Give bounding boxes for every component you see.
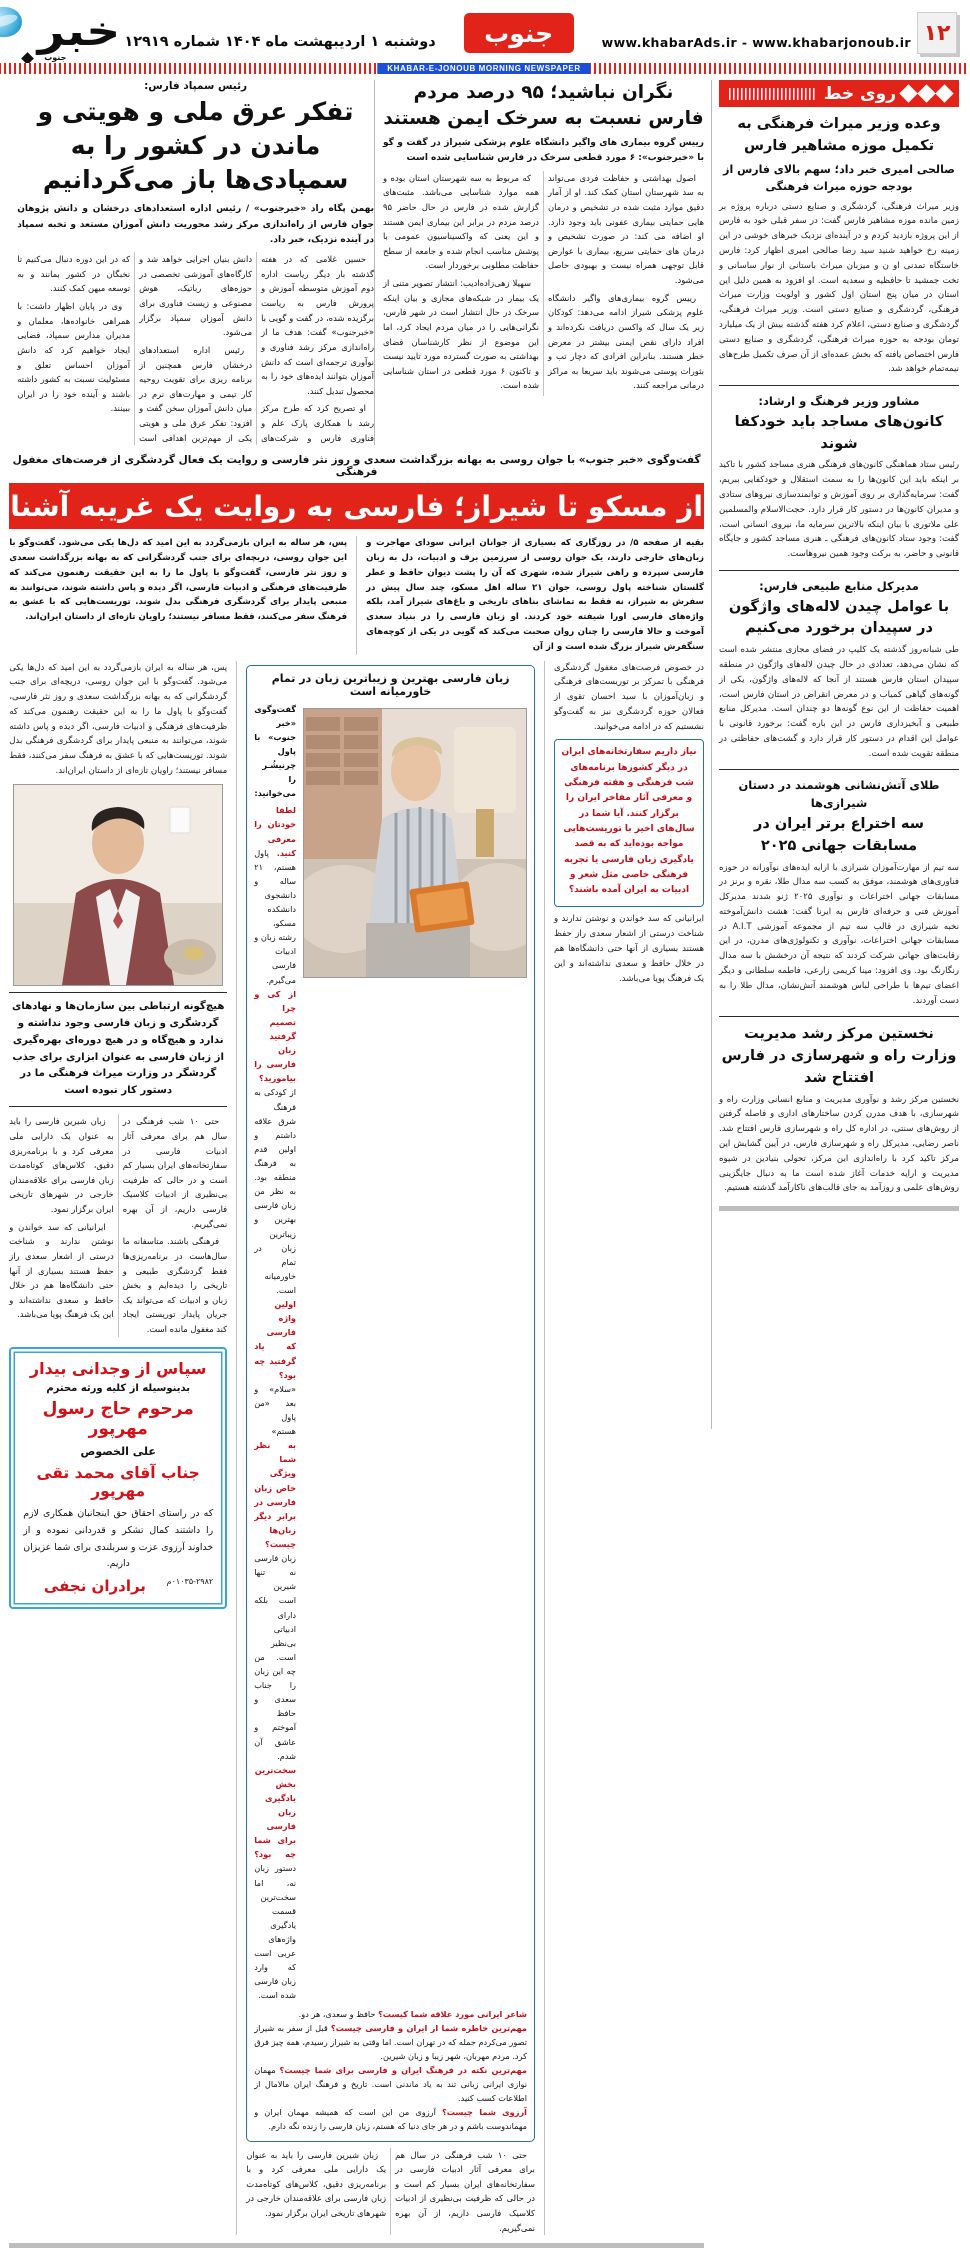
rail-end-bar	[720, 1206, 960, 1211]
qa-question: شاعر ایرانی مورد علاقه شما کیست؟	[379, 2008, 528, 2019]
interview-qa-item	[255, 2063, 528, 2105]
sampad-overline: رئیس سمپاد فارس:	[145, 80, 249, 92]
paragraph: ایرانیانی که سد خواندن و نوشتن ندارند و شناخت درستی از اشعار سعدی راز حفظ هستند بسیاری از آنها حتی دانشگاه‌ها هم در خلال حافظ و سعدی نداشته‌اند و این یک فرهنگ پویا می‌باشد.	[10, 1221, 115, 1320]
sampad-body	[18, 252, 375, 445]
english-nameplate-strip	[0, 63, 970, 74]
feature-left-intro: پس، هر ساله به ایران بازمی‌گردد به این امید که دل‌ها یکی می‌شود. گفت‌وگو با این جوان روسی، دریچه‌ای برای جنب گردشگرانی که به بهانه بزرگداشت سعدی و روز نثر فارسی، گفت‌وگو با پاول ما را به این حقیقت رهنمون می‌کند که ظرفیت‌های فرهنگی و ادبیات فارسی، اگر دیده و پاس داشته شوند، می‌توانند به منبعی پایدار برای گردشگری فرهنگی بدل شوند. توریست‌هایی که با عشق به فرهنگ سفر می‌کنند، فقط مسافر نیستند؛ راویان تازه‌ای از داستان ایران‌اند.	[10, 662, 229, 776]
feature-kicker: گفت‌وگوی «خبر جنوب» با جوان روسی به بهانه بزرگداشت سعدی و روز نثر فارسی و روایت یک فعال گردشگری از فرصت‌های مغفول فرهنگی	[13, 454, 702, 479]
rail-body: وزیر میراث فرهنگی، گردشگری و صنایع دستی درباره پروژه بر زمین مانده موزه مشاهیر فارس گفت: در سفر قبلی خود به فارس از این پروژه بازدید کردم و در آینده‌ای نزدیک خبرهای خوشی در این زمینه رخ خواهید شنید سید رضا صالحی امیری اظهار کرد: فارس خاستگاه تمدنی او ن و میزبان میراث باستانی از نوار ساسانی و تخت جمشید تا حافظیه و سعدیه است. او افزود به همین دلیل این استان در میان پنج استان اول کشور و اولویت وزارت میراث فرهنگی، گردشگری و صنایع دستی است. وزیر میراث فرهنگی، گردشگری و صنایع دستی، اعلام کرد هفته گذشته بیش از یک میلیارد تومان بودجه به حوزه میراث فرهنگی، گردشگری و صنایع دستی فارس اختصاص یافته که بخش عمده‌ای از آن صرف تکمیل طرح‌های نیمه‌تمام خواهد شد.	[720, 201, 960, 375]
memorial-deceased-name: مرحوم حاج رسول مهرپور	[43, 1398, 195, 1439]
top-stories-row	[10, 80, 705, 445]
paragraph: اصول بهداشتی و حفاظت فردی می‌تواند به سد شهرستان استان کمک کند. او از آمار دقیق موارد مثبت شده در تشخیص و درمان هایی حمایتی بیماری عفونی باید وجود دارد. او اضافه می کند: در صورت تشخیص و درمان های حمایتی سریع، بیماری با عوارض قابل توجهی همراه نیست و بهبودی حاصل می‌شود.	[549, 172, 705, 285]
photo-illustration	[15, 785, 223, 985]
section-badge: جنوب	[465, 13, 575, 53]
qa-question: سخت‌ترین بخش یادگیری زبان فارسی برای شما چه بود؟	[255, 1764, 297, 1860]
main-column	[3, 80, 712, 2233]
rail-divider	[720, 570, 960, 571]
memorial-honoree-name: جناب آقای محمد تقی مهرپور	[37, 1463, 201, 1500]
interview-qa-item	[255, 2007, 528, 2021]
pull-quote: هیچ‌گونه ارتباطی بین سازمان‌ها و نهادهای گردشگری و زبان فارسی وجود نداشته و ندارد و هیچ‌گاه و در هیچ دوره‌ای بهره‌گیری از زبان فارسی به عنوان ابزاری برای جذب گردشگر در وزارت میراث فرهنگی ما در دستور کار نبوده است	[10, 992, 228, 1108]
qa-answer: از کودکی به فرهنگ شرق علاقه داشتم و اولین قدم به فرهنگ منطقه بود. به نظر من زبان فارسی بهترین و زیباترین زبان در تمام خاورمیانه است.	[255, 1087, 297, 1295]
feature-col-center	[247, 661, 536, 2236]
interview-qa-item	[255, 987, 297, 1297]
health-subhead: رییس گروه بیماری های واگیر دانشگاه علوم پزشکی شیراز در گفت و گو با «خبرجنوب»: ۶ مورد قطعی سرخک در فارس شناسایی شده است	[384, 138, 705, 164]
qa-question: مهم‌ترین نکته در فرهنگ ایران و فارسی برای شما چیست؟	[280, 2065, 528, 2076]
newspaper-logo	[0, 5, 119, 61]
interview-intro: گفت‌وگوی «خبر جنوب» با پاول چرنیشُـر را می‌خوانید:	[255, 703, 297, 799]
masthead	[0, 0, 970, 62]
paragraph: وی در پایان اظهار داشت: با همراهی خانواده‌ها، معلمان و مدیران مدارس سمپاد، فضایی ایجاد خواهیم کرد که دانش آموزان احساس تعلق و مسئولیت نسبت به کشور داشته باشند و آینده خود را در ایران ببینند.	[18, 301, 132, 414]
story-sampad	[10, 80, 375, 445]
feature-col-left	[10, 661, 238, 2236]
rooykhat-section-header	[720, 80, 960, 107]
memorial-text: که در راستای احقاق حق اینجانبان همکاری لازم را داشتند کمال تشکر و قدردانی نموده و از خداوند آرزوی عزت و سربلندی برای شما عزیزان داریم.	[24, 1507, 215, 1570]
feature-col-right	[545, 661, 705, 2236]
rail-body: طی شبانه‌روز گذشته یک کلیپ در فضای مجازی منتشر شده است که نشان می‌دهد، تعدادی در حال چیدن لاله‌های واژگون در منطقه سپیدان استان فارس هستند از آنجا که لاله‌های واژگون، یکی از گونه‌های گیاهی کمیاب و در معرض انقراض در استان فارس است، اهمیت حفاظت از این نوع گونه‌ها دو چندان است. مدیرکل منابع طبیعی و آبخیزداری فارس در این باره گفت: برخورد قانونی با عوامل این اقدام در دستور کار قرار دارد و گشت‌های حفاظتی در منطقه تقویت شده است.	[720, 645, 960, 759]
rail-body: نخستین مرکز رشد و نوآوری مدیریت و منابع انسانی وزارت راه و شهرسازی، با هدف مدرن کردن ساختارهای اداری و فاصله گرفتن از روش‌های سنتی، در اداره کل راه و شهرسازی فارس افتتاح شد. ناصر رضایی، مدیرکل راه و شهرسازی فارس، در آیین گشایش این مرکز تاکید کرد با راه‌اندازی این مرکز، تحولی بنیادین در شیوه مدیریت و ارایه خدمات آغاز شده است ما به دنبال جایگزینی روش‌های علمی و روزآمد به جای قالب‌های ناکارآمد گذشته هستیم.	[720, 1094, 960, 1194]
interview-qa-item	[255, 2021, 528, 2063]
page-number: ۱۲	[918, 12, 958, 54]
interview-box	[247, 665, 536, 2142]
qa-answer: «سلام» و بعد «من پاول هستم»	[255, 1383, 297, 1437]
rail-divider	[720, 769, 960, 770]
sampad-headline: تفکر عرق ملی و هویتی و ماندن در کشور را به سمپادی‌ها باز می‌گردانیم	[38, 97, 355, 194]
qa-answer: آرزوی من این است که همیشه مهمان ایران و مهماندوست باشم و در هر جای دنیا که هستم، زبان فارسی را زنده نگه دارم.	[255, 2107, 528, 2132]
qa-question: از کی و چرا تصمیم گرفتید زبان فارسی را بیاموزید؟	[255, 988, 297, 1084]
rooykhat-label: روی خط	[824, 83, 897, 104]
website-urls[interactable]: www.khabarAds.ir - www.khabarjonoub.ir	[602, 34, 912, 50]
rail-headline: با عوامل چیدن لاله‌های واژگون در سپیدان برخورد می‌کنیم	[729, 598, 951, 637]
qa-answer: مهمان نوازی ایرانی زبانی تند به یاد ماندنی است. تاریخ و فرهنگ ایران مالامال از اطلاعات کسب کنید.	[255, 2065, 528, 2104]
diamond-icons	[903, 87, 952, 100]
rail-body: رئیس ستاد هماهنگی کانون‌های فرهنگی هنری مساجد کشور با تاکید بر اینکه باید این کانون‌ها را به سمت استقلال و خودکفایی ببریم، گفت: سرمایه‌گذاری بر روی آموزش و توانمندسازی نیروهای ستادی و مدیران کانون‌ها در دستور کار قرار دارد. حجت‌الاسلام والمسلمین علی ملاتوری با بیان اینکه بالاترین سرمایه ما، نیروی انسانی است، گفت: وجود ستاد کانون‌های فرهنگی ـ هنری مساجد کشور و جایگاه قانونی و حاضر، به برکت وجود همین نیروهاست.	[720, 460, 960, 560]
feature-col-right-body: در خصوص فرصت‌های مغفول گردشگری فرهنگی با تمرکز بر توریست‌های فرهنگی و زبان‌آموزان با سید احسان تقوی از فعالان حوزه گردشگری نیز به گفت‌وگو نشستیم که در ادامه می‌خوانید.	[555, 662, 705, 732]
feature-lead-left: پس، هر ساله به ایران بازمی‌گردد به این امید که دل‌ها یکی می‌شود. گفت‌وگو با این جوان روسی، دریچه‌ای برای جنب گردشگرانی که به بهانه بزرگداشت سعدی و روز نثر فارسی، گفت‌وگو با پاول ما را به این حقیقت رهنمون می‌کند که ظرفیت‌های فرهنگی و ادبیات فارسی، اگر دیده و پاس داشته شوند، می‌توانند به منبعی پایدار برای گردشگری فرهنگی بدل شوند. توریست‌هایی که با عشق به فرهنگ سفر می‌کنند، فقط مسافر نیستند؛ راویان تازه‌ای از داستان ایران‌اند.	[10, 538, 349, 623]
feature-lead	[10, 536, 705, 654]
interview-qa-item	[255, 803, 297, 986]
english-title: KHABAR-E-JONOUB MORNING NEWSPAPER	[378, 63, 591, 74]
feature-left-body	[10, 1114, 228, 1336]
paragraph: زبان شیرین فارسی را باید به عنوان یک دارایی ملی معرفی کرد و با برنامه‌ریزی دقیق، کلاس‌های کوتاه‌مدت زبان فارسی برای علاقه‌مندان خارجی در شهرهای تاریخی ایران برگزار نمود.	[10, 1116, 115, 1215]
health-headline: نگران نباشید؛ ۹۵ درصد مردم فارس نسبت به سرخک ایمن هستند	[384, 82, 705, 129]
qa-answer: حافظ و سعدی، هر دو.	[299, 2008, 377, 2019]
interview-qa-item	[255, 1297, 297, 1438]
rail-kicker: مشاور وزیر فرهنگ و ارشاد:	[759, 394, 921, 409]
rail-kicker: مدیرکل منابع طبیعی فارس:	[760, 578, 920, 593]
feature-main-region	[10, 661, 705, 2236]
qa-question: اولین واژه فارسی که یاد گرفتید چه بود؟	[255, 1299, 297, 1380]
rail-divider	[720, 385, 960, 386]
paragraph: او تصریح کرد که طرح مرکز رشد با همکاری پارک علم و فناوری فارس و شرکت‌های دانش بنیان اجرایی خواهد شد و کارگاه‌های آموزشی تخصصی در حوزه‌های رباتیک، هوش مصنوعی و زیست فناوری برای دانش آموزان سمپاد برگزار می‌شود.	[140, 254, 375, 443]
rail-headline: نخستین مرکز رشد مدیریت وزارت راه و شهرسازی در فارس افتتاح شد	[722, 1026, 958, 1086]
paragraph: رئیس اداره استعدادهای درخشان فارس همچنین از برنامه ریزی برای تقویت روحیه کار تیمی و مهارت‌های نرم در میان دانش آموزان سخن گفت و افزود: تفکر عرق ملی و هویتی یکی از مهم‌ترین اهدافی است که در این دوره دنبال می‌کنیم تا نخبگان در کشور بمانند و به توسعه میهن کمک کنند.	[18, 254, 254, 443]
memorial-advertisement	[10, 1347, 228, 1610]
paragraph: حسین غلامی که در هفته گذشته بار دیگر ریاست اداره دوم آموزش متوسطه آموزش و پرورش فارس به ریاست برگزیده شده، در گفت و گویی با «خبرجنوب» گفت: هدف ما از راه‌اندازی مرکز رشد فناوری و نوآوری ترجمه‌ای است که دانش آموزان بتوانند ایده‌های خود را به محصول تبدیل کنند.	[262, 254, 375, 396]
interview-qa-item	[255, 1763, 297, 2003]
memorial-especially: علی الخصوص	[81, 1444, 157, 1458]
main-end-bar	[10, 2243, 705, 2248]
rail-headline: کانون‌های مساجد باید خودکفا شوند	[735, 413, 945, 452]
interview-qa-item	[255, 1438, 297, 1763]
memorial-byline: بدینوسیله از کلیه ورثه محترم	[47, 1382, 192, 1394]
paragraph: فرهنگی باشند. متاسفانه ما سال‌هاست در برنامه‌ریزی‌ها فقط گردشگری طبیعی و تاریخی را دیده‌ایم و بخش زبان و ادبیات که می‌تواند یک جریان پایدار توریستی ایجاد کند مغفول مانده است.	[123, 1236, 229, 1335]
rail-item	[720, 393, 960, 562]
qa-question: آرزوی شما چیست؟	[442, 2107, 528, 2118]
rail-item	[720, 114, 960, 377]
interview-qa-list	[255, 702, 297, 2003]
rail-subhead: صالحی امیری خبر داد؛ سهم بالای فارس از بودجه حوزه میراث فرهنگی	[724, 162, 956, 194]
logo-wordmark: خبر	[38, 7, 121, 55]
memorial-signature: برادران نجفی	[44, 1577, 147, 1596]
rail-headline: وعده وزیر میراث فرهنگی به تکمیل موزه مشاهیر فارس	[738, 116, 942, 154]
qa-answer: زبان فارسی نه تنها شیرین است بلکه دارای ادبیاتی بی‌نظیر است. من چه این زبان را جناب سعدی و حافظ آموختم و عاشق آن شدم.	[255, 1553, 297, 1761]
interview-qa-item	[255, 2105, 528, 2133]
memorial-title: سپاس از وجدانی بیدار	[30, 1358, 208, 1378]
globe-icon	[0, 7, 23, 37]
feature-question-box	[555, 739, 705, 907]
story-health	[375, 80, 705, 445]
qa-question: لطفا خودتان را معرفی کنید.	[255, 805, 297, 858]
feature-center-body	[247, 2148, 536, 2236]
qa-answer: قبل از سفر به شیراز تصور می‌کردم جمله که در تهران است. اما وقتی به شیراز رسیدم، همه چیز فرق کرد. مردم مهربان، شهر زیبا و زبان شیرین.	[255, 2022, 528, 2061]
interview-qa-list-2	[255, 2007, 528, 2134]
interview-headline: زبان فارسی بهترین و زیباترین زبان در تمام خاورمیانه است	[272, 671, 511, 698]
rail-body: سه تیم از مهارت‌آموزان شیرازی با ارایه ایده‌های نوآورانه در حوزه فناوری‌های هوشمند، موفق به کسب سه مدال طلا، نقره و برنز در مسابقات جهانی اختراعات و نوآوری ۲۰۲۵ ژنو شدند مدیرکل آموزش فنی و حرفه‌ای فارس به ایرنا گفت: هشت دانش‌آموخته نخبه شیرازی در قالب سه تیم از مجموعه آموزشی A.I.T در مسابقات جهانی اختراعات، نوآوری و تکنولوژی‌های مدرن، در این رقابت‌های جهانی شرکت کردند که نتیجه آن درخشش با سه مدال رنگارنگ بود. وی افزود: مینا کریمی زارعی، فاطمه سلطانی و دیگر اعضای تیم‌ها با طراحی لباس هوشمند آتش‌نشان، مدال طلا را به دست آوردند.	[720, 862, 960, 1006]
rail-item	[720, 1024, 960, 1196]
memorial-ad-code: ۰۱۰۳۵-۲۹۸۲م	[167, 1577, 215, 1587]
sampad-lead: بهمن پگاه راد «خبرجنوب» / رئیس اداره استعدادهای درخشان و دانش پژوهان جوان فارس از راه‌اندازی مرکز رشد محوریت دانش آموزان مستعد و تخبه سمپاد در آینده نزدیک، خبر داد.	[18, 204, 375, 245]
hatch-pattern	[730, 88, 817, 100]
page-body	[0, 74, 970, 2233]
feature-col-right-body-2: ایرانیانی که سد خواندن و نوشتن ندارند و شناخت درستی از اشعار سعدی راز حفظ هستند بسیاری از آنها حتی دانشگاه‌ها هم در خلال حافظ و سعدی نداشته‌اند و این یک فرهنگ پویا می‌باشد.	[555, 914, 705, 984]
paragraph: زبان شیرین فارسی را باید به عنوان یک دارایی ملی معرفی کرد و با برنامه‌ریزی دقیق، کلاس‌های کوتاه‌مدت زبان فارسی برای علاقه‌مندان خارجی در شهرهای تاریخی ایران برگزار نمود.	[247, 2149, 388, 2219]
paragraph: حتی ۱۰ شب فرهنگی در سال هم برای معرفی آثار ادبیات فارسی در سفارتخانه‌های ایران بسیار کم است و در حالی که ظرفیت بی‌نظیری از ادبیات کلاسیک فارسی داریم، از آن بهره نمی‌گیریم.	[396, 2149, 536, 2233]
feature-lead-right: بقیه از صفحه ۵/ در روزگاری که بسیاری از جوانان ایرانی سودای مهاجرت و زبان‌های خارجی دارند، یک جوان روسی از سرزمین برف و ادبیات، دل به زبان فارسی سپرده و راهی شیراز شده، شهری که آن را پشت دیوان حافظ و عطر گلستان شناخته پاول روسی، جوان ۲۱ ساله اهل مسکو، چند سال پیش در سفرش به شیراز، نه فقط به تماشای بناهای تاریخی و باغ‌های شیراز آمد، بلکه واژه‌های فارسی اورا شیفته خود کردند. او زبان فارسی را در بنیاد سعدی آموخت و حالا فارسی را چنان روان صحبت می‌کند که گویی در یکی از کوچه‌های سنگفرش شیراز بزرگ شده است و از آن	[357, 536, 705, 654]
photo-illustration	[305, 709, 527, 977]
qa-answer: دستور زبان نه، اما سخت‌ترین قسمت یادگیری واژه‌های عربی است که وارد زبان فارسی شده است.	[255, 1863, 297, 2001]
paragraph: حتی ۱۰ شب فرهنگی در سال هم برای معرفی آثار ادبیات فارسی در سفارتخانه‌های ایران بسیار کم است و در حالی که ظرفیت بی‌نظیری از ادبیات کلاسیک فارسی داریم، از آن بهره نمی‌گیریم.	[123, 1116, 229, 1229]
rail-headline: سه اختراع برتر ایران در مسابقات جهانی ۲۰۲۵	[755, 816, 925, 854]
interview-subject-photo	[304, 708, 528, 978]
qa-answer: پاول هستم، ۲۱ ساله و دانشجوی دانشکده مسکو، رشته زبان و ادبیات فارسی می‌گیرم.	[255, 847, 297, 985]
paragraph: رییس گروه بیماری‌های واگیر دانشگاه علوم پزشکی شیراز ادامه می‌دهد: کودکان زیر یک سال که واکسن دریافت نکرده‌اند و افراد دارای نقص ایمنی بیشتر در معرض خطر هستند. بنابراین افرادی که دچار تب و بثورات پوستی می‌شوند باید سریعا به مراکز درمانی مراجعه کنند.	[549, 292, 705, 391]
dateline: دوشنبه ۱ اردیبهشت ماه ۱۴۰۴ شماره ۱۲۹۱۹	[125, 34, 437, 50]
rail-item	[720, 777, 960, 1008]
rail-kicker: طلای آتش‌نشانی هوشمند در دستان شیرازی‌ها	[739, 778, 941, 811]
rail-divider	[720, 1016, 960, 1017]
logo-subtitle: جنوب	[45, 53, 68, 62]
feature-banner-headline: از مسکو تا شیراز؛ فارسی به روایت یک غریبه آشنا	[10, 483, 705, 529]
qa-question: مهم‌ترین خاطره شما از ایران و فارسی چیست؟	[331, 2022, 528, 2033]
qa-question: به نظر شما ویژگی خاص زبان فارسی در برابر دیگر زبان‌ها چیست؟	[255, 1440, 297, 1549]
rail-item	[720, 578, 960, 762]
question-text: نیاز داریم سفارتخانه‌های ایران در دیگر کشورها برنامه‌های شب فرهنگی و هفته فرهنگی و معرفی آثار مفاخر ایران را برگزار کنند. آیا شما در سال‌های اخیر با توریست‌هایی مواجه بوده‌اید که به قصد یادگیری زبان فارسی یا تجربه فرهنگی خاصی مثل شعر و ادبیات به ایران آمده باشند؟	[562, 747, 698, 896]
paragraph: سهیلا زهی‌زاده‌ادیب: انتشار تصویر متنی از یک بیمار در شبکه‌های مجازی و بیان اینکه سرخک در حال انتشار است در شهر فارس، نگرانی‌هایی را در میان مردم ایجاد کرد، اما این موضوع از نظر کارشناسان قضای بهداشتی به صورت گسترده مورد تایید نیست و تاکنون ۶ مورد قطعی در استان شناسایی شده است.	[384, 278, 540, 391]
paragraph: که مربوط به سه شهرستان استان بوده و همه موارد شناسایی می‌باشد. مثبت‌های گزارش شده در فارس در حال حاضر ۹۵ درصد مردم در برابر این بیماری ایمن هستند و این یعنی که واکسیناسیون عمومی با پوشش مناسب انجام شده و جامعه از سطح حفاظت مطلوبی برخوردار است.	[384, 172, 540, 271]
health-body	[384, 171, 705, 396]
activist-photo	[14, 784, 224, 986]
right-rail	[712, 80, 964, 1429]
